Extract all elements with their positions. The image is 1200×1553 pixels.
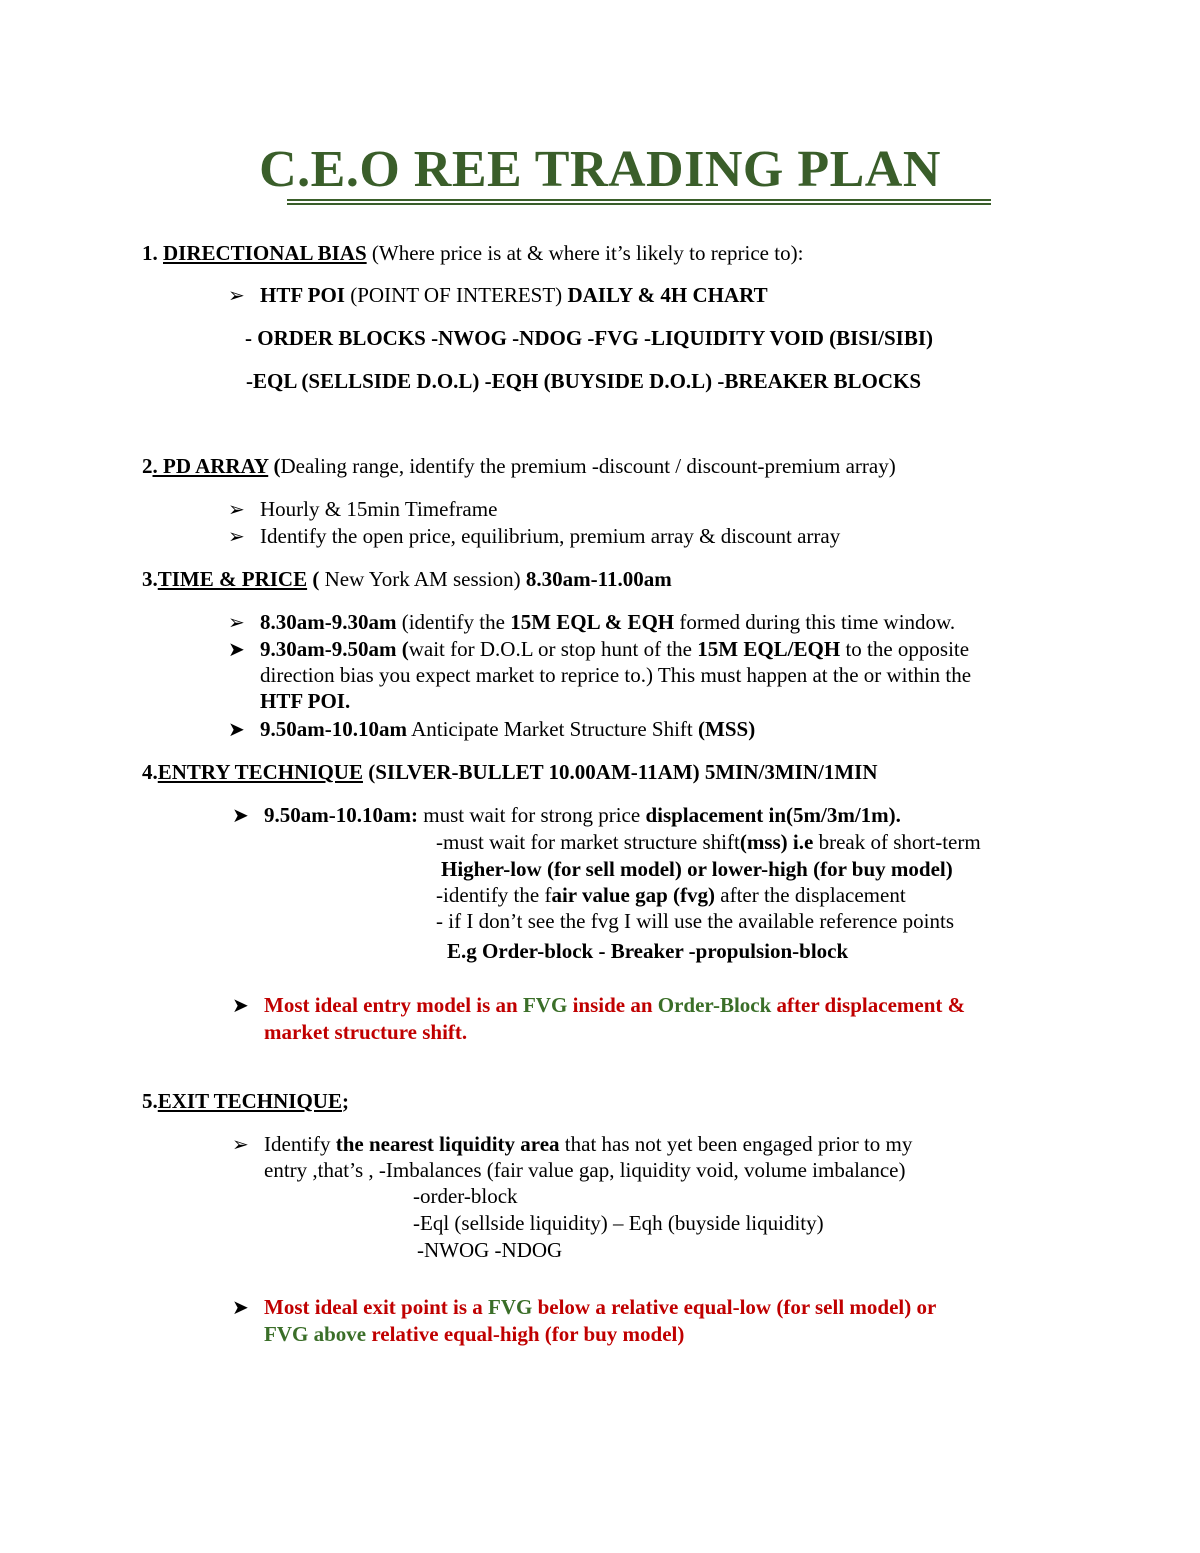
section-4-bullet-1: 9.50am-10.10am: must wait for strong price displacement in(5m/3m/1m).: [264, 803, 901, 827]
section-4-line-2: -must wait for market structure shift(mss) i.e break of short-term: [436, 830, 981, 854]
arrow-bullet-icon: ➢: [228, 524, 245, 548]
section-1-heading: 1. DIRECTIONAL BIAS (Where price is at & where it’s likely to reprice to):: [142, 241, 804, 265]
section-5-line-5: -NWOG -NDOG: [417, 1238, 563, 1262]
arrow-bullet-icon: ➢: [228, 610, 245, 634]
section-1-line-3: -EQL (SELLSIDE D.O.L) -EQH (BUYSIDE D.O.L) -BREAKER BLOCKS: [246, 369, 922, 393]
section-1-line-2: - ORDER BLOCKS -NWOG -NDOG -FVG -LIQUIDITY VOID (BISI/SIBI): [245, 326, 933, 350]
section-5-bullet-1: Identify the nearest liquidity area that has not yet been engaged prior to my: [264, 1132, 913, 1156]
arrow-bullet-icon: ➤: [228, 637, 245, 661]
section-3-bullet-2: 9.30am-9.50am (wait for D.O.L or stop hunt of the 15M EQL/EQH to the opposite: [260, 637, 970, 661]
arrow-bullet-icon: ➤: [232, 993, 249, 1017]
section-5-ideal-exit-line-2: FVG above relative equal-high (for buy model): [264, 1322, 685, 1346]
section-3-bullet-3: 9.50am-10.10am Anticipate Market Structure Shift (MSS): [260, 717, 756, 741]
section-1-bullet-1: HTF POI (POINT OF INTEREST) DAILY & 4H CHART: [260, 283, 768, 307]
section-3-heading: 3.TIME & PRICE ( New York AM session) 8.30am-11.00am: [142, 567, 672, 591]
section-4-heading: 4.ENTRY TECHNIQUE (SILVER-BULLET 10.00AM-11AM) 5MIN/3MIN/1MIN: [142, 760, 878, 784]
arrow-bullet-icon: ➤: [228, 717, 245, 741]
section-5-heading: 5.EXIT TECHNIQUE;: [142, 1089, 349, 1113]
section-5-line-4: -Eql (sellside liquidity) – Eqh (buyside liquidity): [413, 1211, 824, 1235]
section-4-line-6: E.g Order-block - Breaker -propulsion-block: [447, 939, 849, 963]
section-3-bullet-2-line-2: direction bias you expect market to reprice to.) This must happen at the or within the: [260, 663, 972, 687]
title-underline-bottom: [287, 203, 991, 205]
section-4-ideal-entry-line-2: market structure shift.: [264, 1020, 468, 1044]
section-5-line-2: entry ,that’s , -Imbalances (fair value gap, liquidity void, volume imbalance): [264, 1158, 906, 1182]
arrow-bullet-icon: ➤: [232, 1295, 249, 1319]
section-2-bullet-2: Identify the open price, equilibrium, premium array & discount array: [260, 524, 841, 548]
arrow-bullet-icon: ➢: [228, 283, 245, 307]
section-5-line-3: -order-block: [413, 1184, 518, 1208]
section-3-bullet-2-line-3: HTF POI.: [260, 689, 351, 713]
arrow-bullet-icon: ➢: [232, 1132, 249, 1156]
section-2-bullet-1: Hourly & 15min Timeframe: [260, 497, 498, 521]
title-underline-top: [287, 199, 991, 201]
arrow-bullet-icon: ➤: [232, 803, 249, 827]
section-2-heading: 2. PD ARRAY (Dealing range, identify the premium -discount / discount-premium array): [142, 454, 896, 478]
arrow-bullet-icon: ➢: [228, 497, 245, 521]
page-title: C.E.O REE TRADING PLAN: [259, 141, 941, 198]
section-5-ideal-exit: Most ideal exit point is a FVG below a relative equal-low (for sell model) or: [264, 1295, 937, 1319]
section-4-ideal-entry: Most ideal entry model is an FVG inside an Order-Block after displacement &: [264, 993, 966, 1017]
section-3-bullet-1: 8.30am-9.30am (identify the 15M EQL & EQH formed during this time window.: [260, 610, 956, 634]
section-4-line-4: -identify the fair value gap (fvg) after the displacement: [436, 883, 906, 907]
section-4-line-3: Higher-low (for sell model) or lower-high (for buy model): [441, 857, 953, 881]
section-4-line-5: - if I don’t see the fvg I will use the available reference points: [436, 909, 954, 933]
